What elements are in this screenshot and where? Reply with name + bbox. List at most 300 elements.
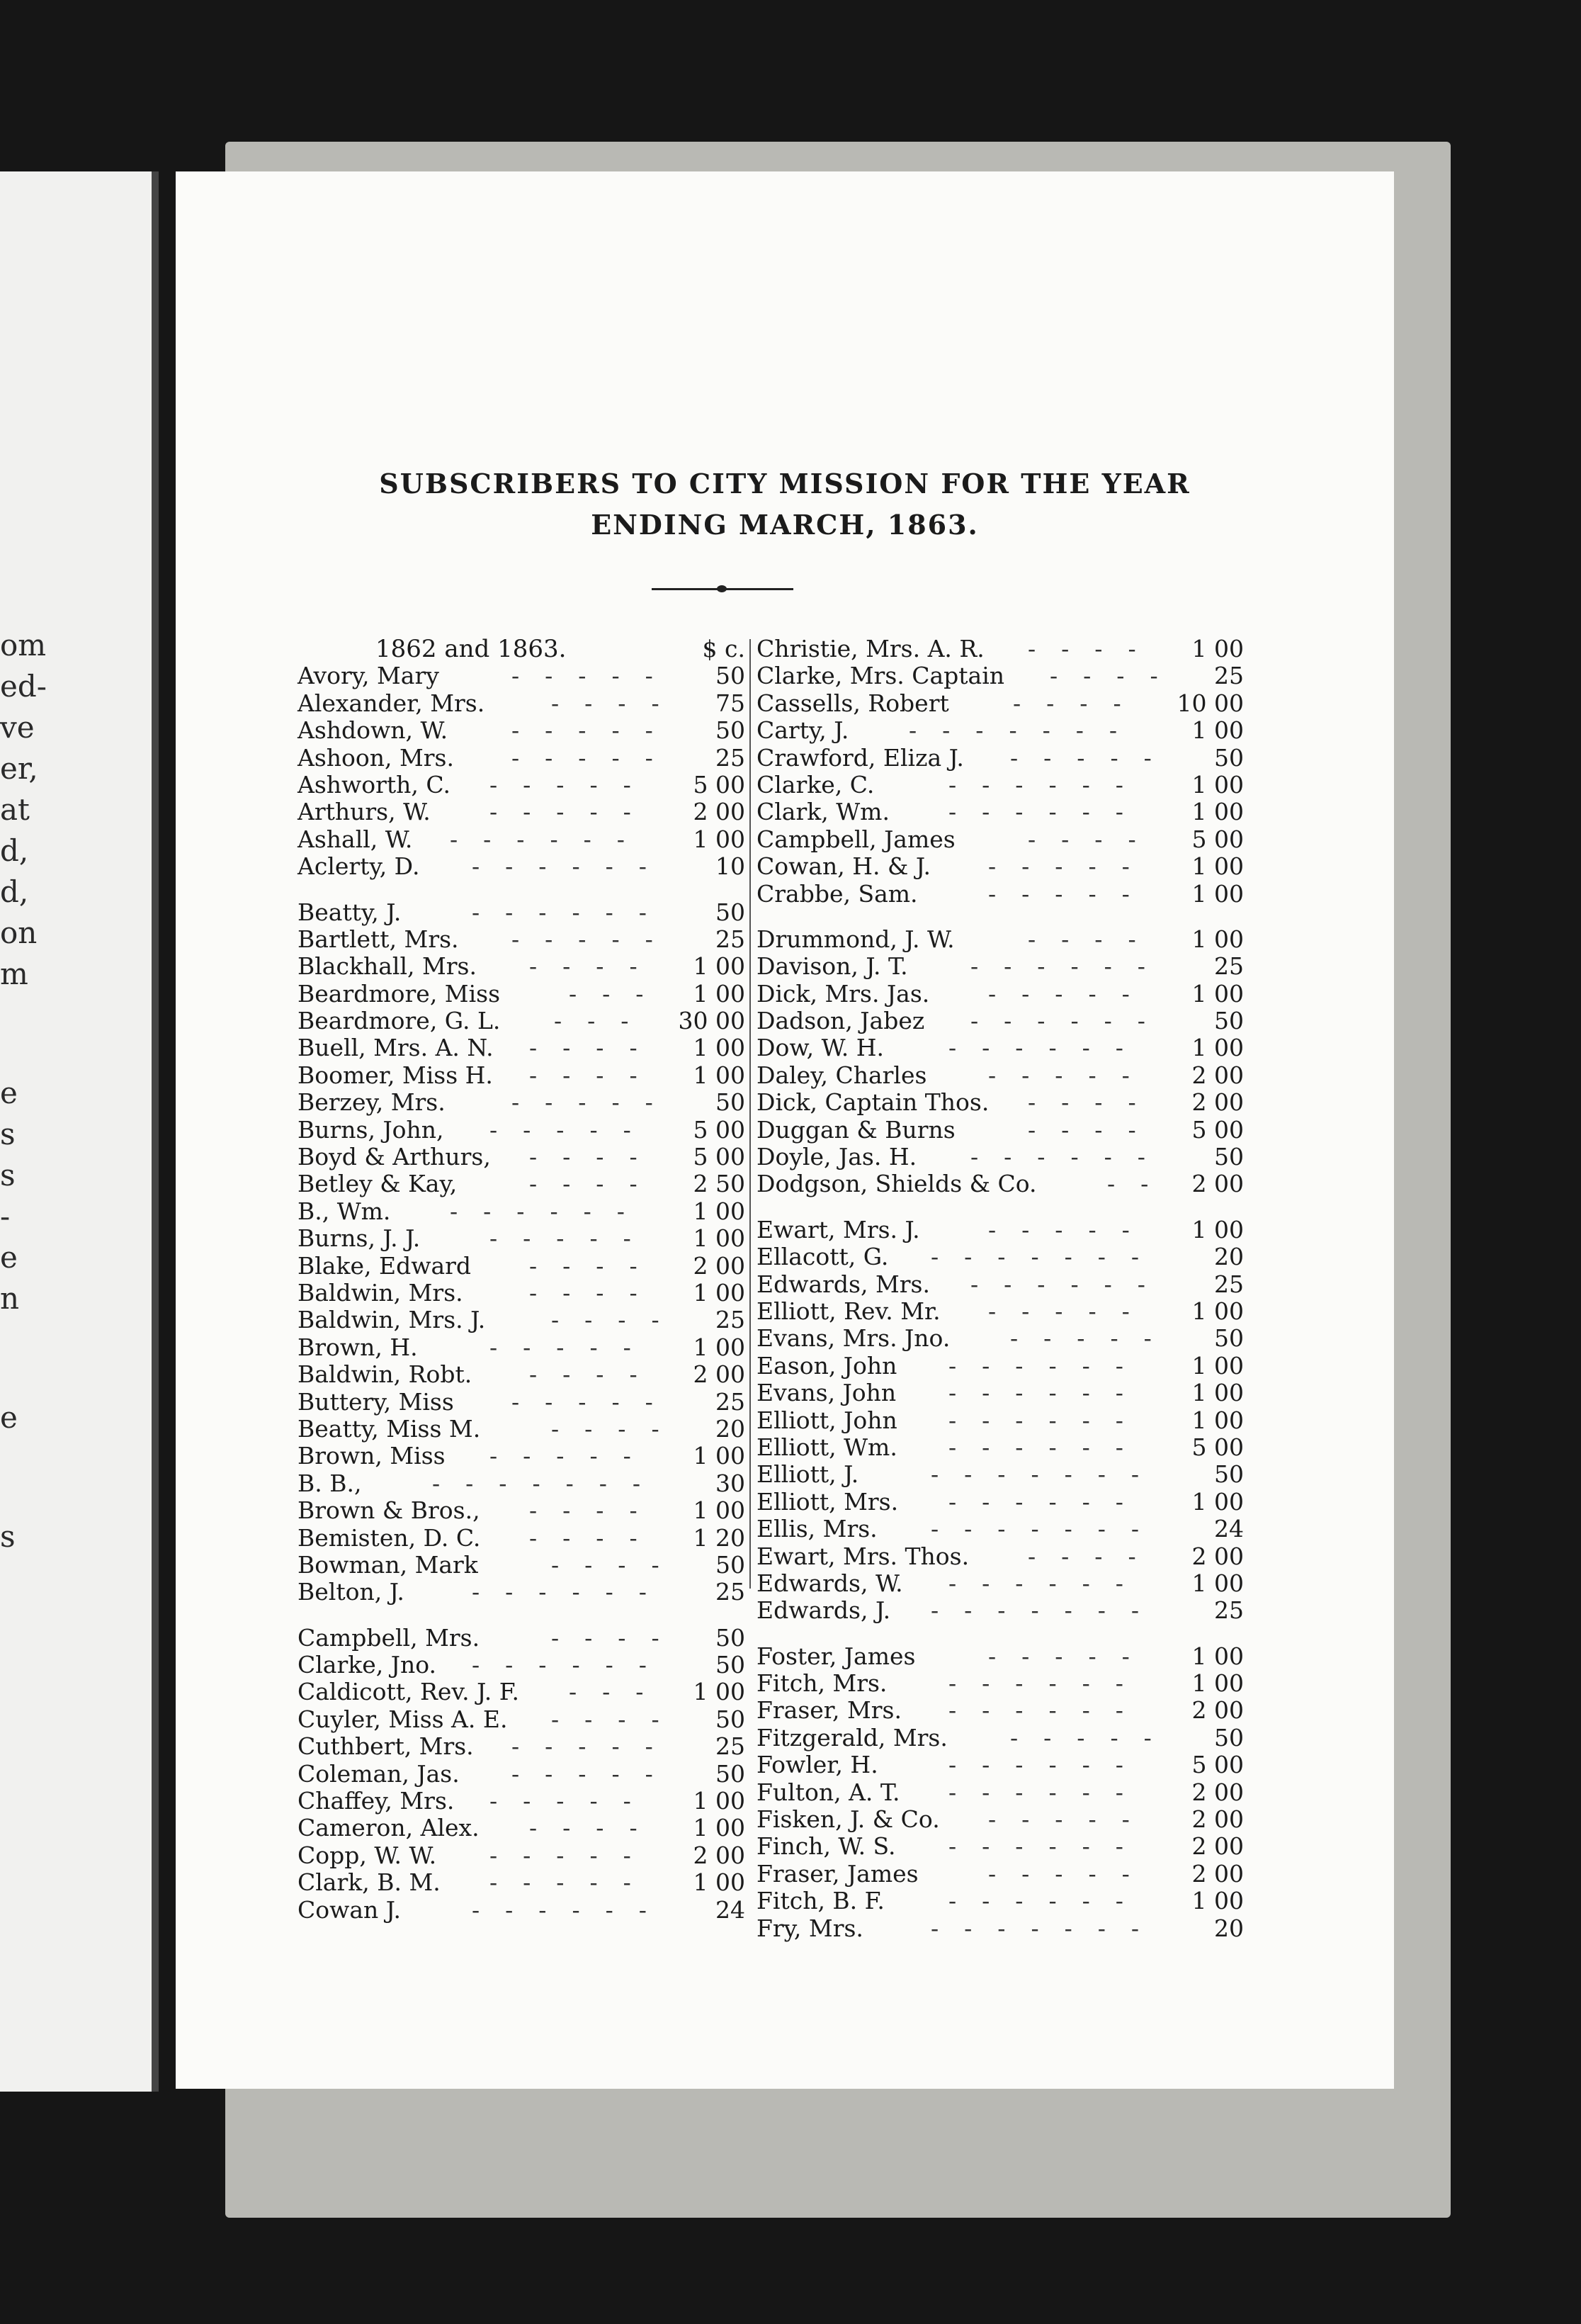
subscriber-row (756, 662, 1244, 689)
subscriber-name: Beardmore, Miss (298, 979, 501, 1008)
subscription-amount: 50 (715, 898, 745, 926)
leader-dashes: ------- (931, 1243, 1165, 1271)
subscriber-row (298, 981, 745, 1008)
leader-dashes: ------ (948, 1696, 1149, 1725)
subscriber-name: Beardmore, G. L. (298, 1007, 501, 1035)
leader-dashes: --- (569, 979, 669, 1008)
facing-page-fragment: n (0, 1281, 20, 1316)
subscriber-row (298, 1652, 745, 1679)
leader-dashes: ------ (472, 1578, 672, 1606)
subscription-amount: 1 00 (1191, 1379, 1244, 1407)
subscriber-row (756, 826, 1244, 853)
subscriber-row (298, 1144, 745, 1171)
leader-dashes: ------- (931, 1460, 1165, 1489)
leader-dashes: ---- (529, 952, 663, 981)
subscriber-name: Elliott, Wm. (756, 1433, 897, 1461)
subscriber-row (298, 1443, 745, 1470)
subscription-amount: 1 00 (1191, 1406, 1244, 1434)
leader-dashes: ------ (948, 1569, 1149, 1597)
leader-dashes: ------ (948, 1669, 1149, 1698)
leader-dashes: ----- (511, 662, 679, 690)
subscription-amount: 1 00 (1191, 1297, 1244, 1325)
subscriber-name: Foster, James (756, 1642, 916, 1670)
leader-dashes: ----- (988, 1215, 1155, 1243)
subscriber-name: Campbell, James (756, 825, 956, 853)
subscription-amount: 1 20 (693, 1523, 745, 1552)
subscriber-name: Caldicott, Rev. J. F. (298, 1678, 519, 1706)
leader-dashes: ----- (988, 879, 1155, 908)
subscriber-row (756, 1915, 1244, 1942)
leader-dashes: ---- (529, 1170, 663, 1198)
subscriber-row (756, 1833, 1244, 1860)
subscriber-name: Fraser, James (756, 1859, 919, 1888)
subscription-amount: 1 00 (693, 1868, 745, 1897)
subscriber-row (756, 799, 1244, 825)
leader-dashes: ---- (1028, 825, 1162, 853)
subscriber-name: Daley, Charles (756, 1061, 927, 1089)
subscription-amount: 50 (715, 1651, 745, 1679)
subscriber-name: Boomer, Miss H. (298, 1061, 493, 1089)
subscriber-name: Evans, John (756, 1379, 897, 1407)
subscriber-name: Crawford, Eliza J. (756, 743, 964, 772)
subscriber-name: Duggan & Burns (756, 1115, 956, 1144)
leader-dashes: ------ (948, 1487, 1149, 1516)
subscriber-name: Bemisten, D. C. (298, 1523, 481, 1552)
leader-dashes: ------ (948, 1751, 1149, 1779)
leader-dashes: ----- (988, 1297, 1155, 1325)
subscriber-row (756, 1752, 1244, 1778)
subscriber-row (298, 1034, 745, 1061)
subscriber-row (756, 745, 1244, 772)
subscriber-row (298, 881, 745, 899)
book-spine (152, 171, 159, 2092)
subscription-amount: 1 00 (1191, 716, 1244, 745)
subscription-amount: 1 00 (693, 1814, 745, 1842)
subscription-amount: 2 00 (1191, 1088, 1244, 1117)
leader-dashes: ----- (1010, 743, 1177, 772)
subscription-amount: 2 00 (1191, 1696, 1244, 1725)
subscriber-row (298, 1389, 745, 1416)
subscriber-name: Doyle, Jas. H. (756, 1143, 917, 1171)
leader-dashes: ---- (529, 1278, 663, 1307)
subscriber-name: Baldwin, Mrs. J. (298, 1306, 486, 1334)
subscriber-row (756, 1625, 1244, 1643)
subscription-amount: 5 00 (693, 1115, 745, 1144)
leader-dashes: ------ (450, 1197, 650, 1225)
subscriber-row (756, 1725, 1244, 1752)
subscriber-name: Edwards, Mrs. (756, 1270, 930, 1298)
leader-dashes: ------ (948, 798, 1149, 826)
leader-dashes: ------- (931, 1914, 1165, 1942)
subscriber-column-left (298, 636, 745, 1924)
subscriber-row (298, 1497, 745, 1524)
leader-dashes: ---- (1028, 635, 1162, 662)
subscription-amount: 2 00 (693, 1360, 745, 1389)
subscription-amount: 1 00 (1191, 770, 1244, 799)
leader-dashes: ------ (970, 1143, 1171, 1171)
facing-page-fragment: at (0, 792, 30, 827)
subscription-amount: 1 00 (1191, 1669, 1244, 1698)
facing-page-text-fragments (0, 625, 47, 1557)
subscriber-row (756, 1380, 1244, 1406)
subscriber-name: Buell, Mrs. A. N. (298, 1034, 494, 1062)
leader-dashes: ----- (511, 716, 679, 745)
subscriber-row (298, 953, 745, 980)
leader-dashes: ------ (450, 825, 650, 853)
subscriber-name: Evans, Mrs. Jno. (756, 1324, 951, 1353)
subscriber-name: Carty, J. (756, 716, 849, 745)
subscriber-row (756, 853, 1244, 880)
subscription-amount: 50 (715, 1088, 745, 1117)
subscription-amount: 24 (1214, 1515, 1244, 1543)
leader-dashes: ---- (551, 1550, 685, 1579)
subscriber-row (298, 772, 745, 799)
subscription-amount: 1 00 (693, 1496, 745, 1525)
subscriber-name: Copp, W. W. (298, 1841, 437, 1869)
subscription-amount: 1 00 (1191, 852, 1244, 881)
subscription-amount: 25 (715, 1306, 745, 1334)
subscription-amount: 25 (1214, 662, 1244, 690)
subscription-amount: 1 00 (1191, 635, 1244, 662)
subscription-amount: 1 00 (693, 1197, 745, 1225)
subscriber-row (756, 953, 1244, 980)
leader-dashes: ---- (1050, 662, 1184, 690)
facing-page-fragment: s (0, 1519, 16, 1554)
subscriber-row (756, 1144, 1244, 1171)
subscriber-name: Alexander, Mrs. (298, 689, 485, 717)
title-ornament-dot (717, 585, 727, 592)
subscription-amount: 5 00 (1191, 1433, 1244, 1461)
subscriber-row (756, 1117, 1244, 1144)
subscriber-name: Burns, John, (298, 1115, 444, 1144)
subscriber-row (756, 1543, 1244, 1570)
subscription-amount: 20 (1214, 1243, 1244, 1271)
subscriber-row (298, 1225, 745, 1252)
subscriber-name: Elliott, Rev. Mr. (756, 1297, 941, 1325)
subscriber-row (756, 1217, 1244, 1243)
subscriber-name: Fisken, J. & Co. (756, 1805, 940, 1834)
subscription-amount: 50 (715, 1705, 745, 1733)
leader-dashes: ---- (529, 1143, 663, 1171)
subscriber-name: Clarke, Jno. (298, 1651, 437, 1679)
subscription-amount: 2 00 (1191, 1542, 1244, 1570)
subscriber-row (756, 981, 1244, 1008)
subscriber-row (298, 1253, 745, 1280)
facing-page-edge (0, 171, 154, 2092)
leader-dashes: ------- (931, 1515, 1165, 1543)
subscriber-name: Beatty, Miss M. (298, 1414, 481, 1443)
subscriber-row (756, 1089, 1244, 1116)
subscription-amount: 2 50 (693, 1170, 745, 1198)
subscriber-row (756, 1489, 1244, 1516)
subscription-amount: 2 00 (1191, 1832, 1244, 1861)
leader-dashes: ------ (472, 1895, 672, 1924)
subscriber-name: Fitch, Mrs. (756, 1669, 888, 1698)
subscription-amount: 1 00 (693, 1034, 745, 1062)
subscriber-row (298, 1198, 745, 1225)
leader-dashes: ---- (1028, 925, 1162, 953)
subscriber-name: Finch, W. S. (756, 1832, 896, 1861)
subscriber-name: Beatty, J. (298, 898, 402, 926)
subscription-amount: 10 (715, 852, 745, 881)
leader-dashes: ----- (1010, 1324, 1177, 1353)
subscriber-name: Fitch, B. F. (756, 1887, 885, 1915)
subscriber-row (756, 1298, 1244, 1325)
subscriber-row (756, 1008, 1244, 1034)
subscriber-row (298, 799, 745, 825)
leader-dashes: ---- (529, 1814, 663, 1842)
subscription-amount: 2 00 (693, 1251, 745, 1280)
subscriber-name: Ashoon, Mrs. (298, 743, 454, 772)
subscriber-name: Ashall, W. (298, 825, 413, 853)
leader-dashes: ------- (931, 1596, 1165, 1625)
subscriber-row (298, 662, 745, 689)
leader-dashes: ---- (1028, 1088, 1162, 1117)
subscriber-row (756, 1888, 1244, 1914)
subscriber-row (298, 717, 745, 744)
subscription-amount: 1 00 (1191, 1642, 1244, 1670)
subscriber-row (756, 1570, 1244, 1597)
subscriber-row (298, 1552, 745, 1579)
subscriber-name: Bowman, Mark (298, 1550, 478, 1579)
leader-dashes: ---- (529, 1061, 663, 1089)
leader-dashes: ------ (948, 1379, 1149, 1407)
subscription-amount: 25 (715, 1387, 745, 1416)
leader-dashes: ------- (432, 1469, 667, 1497)
leader-dashes: ---- (551, 1306, 685, 1334)
subscriber-row (756, 1461, 1244, 1488)
subscriber-row (756, 717, 1244, 744)
subscription-amount: 1 00 (1191, 798, 1244, 826)
leader-dashes: ------ (948, 1406, 1149, 1434)
subscriber-name: Cowan, H. & J. (756, 852, 931, 881)
subscriber-row (756, 1779, 1244, 1806)
subscription-amount: 50 (1214, 1324, 1244, 1353)
column-divider (749, 639, 751, 1589)
facing-page-fragment: er, (0, 751, 38, 786)
subscriber-row (756, 1062, 1244, 1089)
subscriber-row (298, 1470, 745, 1497)
subscriber-row (298, 1842, 745, 1869)
subscriber-name: Davison, J. T. (756, 952, 908, 981)
leader-dashes: ----- (489, 1442, 657, 1470)
leader-dashes: ----- (489, 1868, 657, 1897)
leader-dashes: ----- (511, 1088, 679, 1117)
subscriber-row (756, 1353, 1244, 1380)
subscriber-row (756, 926, 1244, 953)
leader-dashes: ------ (948, 1433, 1149, 1461)
year-header: 1862 and 1863. (375, 635, 567, 663)
column-header-row (298, 636, 745, 662)
leader-dashes: ----- (511, 1387, 679, 1416)
subscription-amount: 25 (1214, 1596, 1244, 1625)
subscription-amount: 2 00 (1191, 1805, 1244, 1834)
subscriber-name: Cuyler, Miss A. E. (298, 1705, 508, 1733)
leader-dashes: ---- (529, 1034, 663, 1062)
subscriber-name: Ewart, Mrs. J. (756, 1215, 920, 1243)
subscriber-row (298, 1706, 745, 1733)
subscription-amount: 1 00 (1191, 979, 1244, 1008)
subscription-amount: 1 00 (693, 1278, 745, 1307)
facing-page-fragment: s (0, 1158, 16, 1192)
subscriber-name: Brown & Bros., (298, 1496, 480, 1525)
subscription-amount: 50 (715, 1759, 745, 1788)
subscriber-row (298, 853, 745, 880)
subscriber-name: Cassells, Robert (756, 689, 949, 717)
subscriber-row (298, 1171, 745, 1197)
subscription-amount: 10 00 (1177, 689, 1244, 717)
subscriber-name: Crabbe, Sam. (756, 879, 918, 908)
leader-dashes: --- (554, 1007, 654, 1035)
subscriber-name: Dodgson, Shields & Co. (756, 1170, 1037, 1198)
leader-dashes: ---- (529, 1251, 663, 1280)
leader-dashes: ------ (948, 1351, 1149, 1380)
subscription-amount: 50 (1214, 1723, 1244, 1752)
leader-dashes: ------ (472, 898, 672, 926)
subscriber-row (756, 1434, 1244, 1461)
subscriber-row (298, 1897, 745, 1924)
facing-page-fragment: s (0, 1117, 16, 1151)
subscriber-name: Ashworth, C. (298, 770, 450, 799)
subscriber-row (298, 1579, 745, 1606)
subscriber-name: Drummond, J. W. (756, 925, 955, 953)
subscriber-name: Ellacott, G. (756, 1243, 889, 1271)
leader-dashes: ------ (970, 1007, 1171, 1035)
subscriber-row (298, 899, 745, 926)
leader-dashes: ---- (1028, 1115, 1162, 1144)
subscription-amount: 2 00 (693, 798, 745, 826)
subscription-amount: 25 (715, 743, 745, 772)
subscriber-name: Fitzgerald, Mrs. (756, 1723, 948, 1752)
facing-page-fragment: m (0, 957, 28, 991)
leader-dashes: ------ (948, 770, 1149, 799)
subscription-amount: 1 00 (693, 952, 745, 981)
subscriber-name: Baldwin, Robt. (298, 1360, 472, 1389)
leader-dashes: ------ (948, 1034, 1149, 1062)
leader-dashes: ----- (489, 770, 657, 799)
currency-header: $ c. (702, 635, 745, 662)
leader-dashes: ------ (948, 1832, 1149, 1861)
subscriber-name: Edwards, J. (756, 1596, 891, 1625)
subscription-amount: 1 00 (1191, 1887, 1244, 1915)
subscriber-row (756, 908, 1244, 926)
subscription-amount: 25 (715, 925, 745, 953)
subscriber-name: Cameron, Alex. (298, 1814, 480, 1842)
leader-dashes: ----- (988, 1061, 1155, 1089)
facing-page-fragment: e (0, 1240, 18, 1275)
leader-dashes: ------ (970, 1270, 1171, 1298)
subscription-amount: 5 00 (1191, 1751, 1244, 1779)
facing-page-fragment: e (0, 1076, 18, 1110)
subscriber-row (298, 1761, 745, 1788)
subscription-amount: 5 00 (693, 1143, 745, 1171)
subscription-amount: 50 (715, 1623, 745, 1652)
subscription-amount: 75 (715, 689, 745, 717)
subscriber-row (756, 1271, 1244, 1298)
subscriber-name: Ellis, Mrs. (756, 1515, 878, 1543)
subscriber-row (756, 1171, 1244, 1197)
subscriber-row (298, 1606, 745, 1625)
facing-page-fragment: ed- (0, 669, 47, 704)
subscriber-name: Campbell, Mrs. (298, 1623, 480, 1652)
subscriber-name: Eason, John (756, 1351, 897, 1380)
subscriber-name: Chaffey, Mrs. (298, 1787, 455, 1815)
subscription-amount: 50 (715, 716, 745, 745)
subscriber-row (298, 1008, 745, 1034)
facing-page-fragment (0, 1319, 47, 1397)
subscription-amount: 2 00 (693, 1841, 745, 1869)
subscriber-row (756, 1861, 1244, 1888)
subscriber-row (298, 1733, 745, 1760)
subscription-amount: 1 00 (693, 1678, 745, 1706)
leader-dashes: ----- (489, 1333, 657, 1361)
subscriber-name: Clark, Wm. (756, 798, 890, 826)
subscriber-name: Ewart, Mrs. Thos. (756, 1542, 970, 1570)
subscriber-name: Christie, Mrs. A. R. (756, 635, 985, 662)
subscriber-row (756, 1243, 1244, 1270)
subscriber-name: Clark, B. M. (298, 1868, 441, 1897)
subscriber-name: B., Wm. (298, 1197, 391, 1225)
subscriber-name: Dick, Mrs. Jas. (756, 979, 930, 1008)
subscription-amount: 20 (1214, 1914, 1244, 1942)
subscription-amount: 1 00 (693, 825, 745, 853)
subscription-amount: 1 00 (693, 1224, 745, 1253)
subscriber-row (298, 1525, 745, 1552)
leader-dashes: ----- (489, 1224, 657, 1253)
subscription-amount: 25 (715, 1732, 745, 1761)
subscriber-row (298, 1815, 745, 1841)
facing-page-fragment (0, 995, 47, 1073)
subscriber-name: Fowler, H. (756, 1751, 878, 1779)
subscriber-row (756, 1806, 1244, 1833)
subscription-amount: 1 00 (693, 979, 745, 1008)
subscription-amount: 50 (715, 1550, 745, 1579)
subscriber-name: Boyd & Arthurs, (298, 1143, 491, 1171)
subscriber-name: Edwards, W. (756, 1569, 903, 1597)
subscriber-row (298, 1062, 745, 1089)
subscriber-row (298, 926, 745, 953)
subscriber-name: Arthurs, W. (298, 798, 431, 826)
leader-dashes: ------ (472, 852, 672, 881)
subscription-amount: 1 00 (1191, 1215, 1244, 1243)
subscriber-row (756, 1034, 1244, 1061)
leader-dashes: ---- (1013, 689, 1147, 717)
subscriber-row (756, 1643, 1244, 1670)
subscriber-name: Avory, Mary (298, 662, 439, 690)
leader-dashes: ---- (529, 1523, 663, 1552)
subscriber-name: Baldwin, Mrs. (298, 1278, 463, 1307)
subscription-amount: 2 00 (1191, 1170, 1244, 1198)
leader-dashes: ---- (551, 1414, 685, 1443)
subscriber-row (298, 1089, 745, 1116)
subscriber-name: Fulton, A. T. (756, 1778, 900, 1806)
subscription-amount: 25 (1214, 1270, 1244, 1298)
subscriber-row (298, 1117, 745, 1144)
subscriber-row (756, 1697, 1244, 1724)
subscriber-row (298, 745, 745, 772)
subscriber-row (756, 636, 1244, 662)
subscription-amount: 25 (1214, 952, 1244, 981)
subscription-amount: 1 00 (693, 1061, 745, 1089)
document-page (176, 171, 1394, 2089)
leader-dashes: ---- (551, 689, 685, 717)
subscriber-row (756, 772, 1244, 799)
subscription-amount: 2 00 (1191, 1061, 1244, 1089)
subscriber-row (756, 1670, 1244, 1697)
subscriber-name: Clarke, C. (756, 770, 875, 799)
facing-page-fragment: d, (0, 833, 29, 868)
leader-dashes: ---- (551, 1623, 685, 1652)
